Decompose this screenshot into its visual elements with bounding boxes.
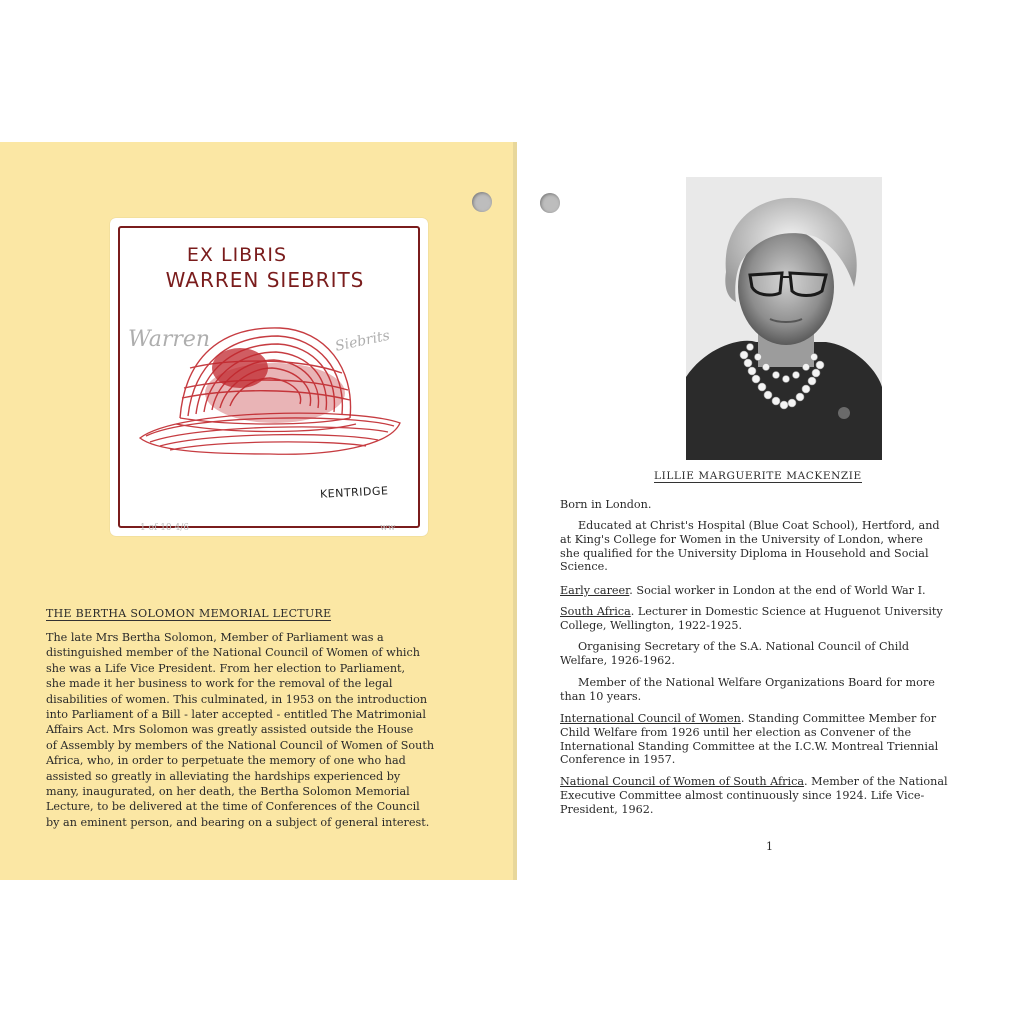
lecture-line: she made it her business to work for the removal of the legal <box>46 677 393 691</box>
bio-organising <box>560 640 980 668</box>
punch-hole-right <box>540 193 560 213</box>
bio-line: College, Wellington, 1922-1925. <box>560 618 743 632</box>
bio-icw <box>560 712 980 767</box>
icw-label: International Council of Women <box>560 712 741 725</box>
bio-line: Welfare, 1926-1962. <box>560 653 675 667</box>
ncw-label: National Council of Women of South Africa <box>560 775 805 788</box>
bio-member <box>560 676 980 704</box>
lecture-line: into Parliament of a Bill - later accepted - entitled The Matrimonial <box>46 708 426 722</box>
svg-text:ww: ww <box>380 523 396 533</box>
bio-line: Executive Committee almost continuously since 1924. Life Vice- <box>560 788 925 802</box>
bio-line: Born in London. <box>560 498 652 511</box>
lecture-line: distinguished member of the National Council of Women of which <box>46 646 420 660</box>
bio-line: Organising Secretary of the S.A. National Council of Child <box>578 640 910 653</box>
south-africa-label: South Africa <box>560 605 631 618</box>
ncw-text: . Member of the National <box>804 775 948 788</box>
bio-line: Child Welfare from 1926 until her election as Convener of the <box>560 725 912 739</box>
bookplate-ex-libris: EX LIBRIS <box>186 244 288 266</box>
lecture-line: many, inaugurated, on her death, the Bertha Solomon Memorial <box>46 785 410 799</box>
lecture-line: Affairs Act. Mrs Solomon was greatly assisted outside the House <box>46 723 414 737</box>
page-number: 1 <box>766 840 773 853</box>
lecture-heading: THE BERTHA SOLOMON MEMORIAL LECTURE <box>46 607 332 620</box>
bio-line: President, 1962. <box>560 802 654 816</box>
bio-line: Educated at Christ's Hospital (Blue Coat School), Hertford, and <box>578 519 940 532</box>
bio-line: Conference in 1957. <box>560 753 676 767</box>
lecture-line: assisted so greatly in alleviating the hardships experienced by <box>46 769 401 783</box>
portrait-caption: LILLIE MARGUERITE MACKENZIE <box>654 470 862 482</box>
bio-early-career <box>560 584 980 598</box>
svg-text:1 of 10 4/6: 1 of 10 4/6 <box>140 523 189 533</box>
artist-signature: KENTRIDGE <box>319 484 389 501</box>
early-career-text: . Social worker in London at the end of World War I. <box>629 584 926 597</box>
lecture-line: she was a Life Vice President. From her election to Parliament, <box>46 661 406 675</box>
pencil-signature: Warren <box>128 327 211 352</box>
bio-line: than 10 years. <box>560 689 642 703</box>
icw-text: . Standing Committee Member for <box>740 712 937 725</box>
pencil-signature-2: Siebrits <box>333 327 392 355</box>
lecture-line: The late Mrs Bertha Solomon, Member of Parliament was a <box>46 631 384 644</box>
lecture-line: Lecture, to be delivered at the time of Conferences of the Council <box>46 800 420 814</box>
punch-hole-left <box>472 192 492 212</box>
bio-line: at King's College for Women in the University of London, where <box>560 532 923 546</box>
bio-line: Science. <box>560 560 608 574</box>
bookplate-owner-name: WARREN SIEBRITS <box>165 268 365 292</box>
lecture-line: Africa, who, in order to perpetuate the memory of one who had <box>46 754 406 768</box>
early-career-label: Early career <box>560 584 630 597</box>
bio-south-africa <box>560 605 980 633</box>
lecture-line: by an eminent person, and bearing on a subject of general interest. <box>46 815 430 829</box>
south-africa-text: . Lecturer in Domestic Science at Huguenot University <box>630 605 943 618</box>
lecture-line: of Assembly by members of the National Council of Women of South <box>46 738 435 752</box>
bookplate <box>110 218 428 536</box>
bio-line: she qualified for the University Diploma in Household and Social <box>560 546 929 560</box>
bio-line: International Standing Committee at the I.C.W. Montreal Triennial <box>560 739 939 753</box>
bio-line: Member of the National Welfare Organizations Board for more <box>578 676 935 689</box>
lecture-line: disabilities of women. This culminated, in 1953 on the introduction <box>46 692 428 706</box>
bio-ncw <box>560 775 980 816</box>
lecture-body <box>46 630 466 830</box>
bio-born <box>560 498 980 512</box>
portrait-photo <box>686 177 882 460</box>
bio-educated <box>560 519 980 574</box>
